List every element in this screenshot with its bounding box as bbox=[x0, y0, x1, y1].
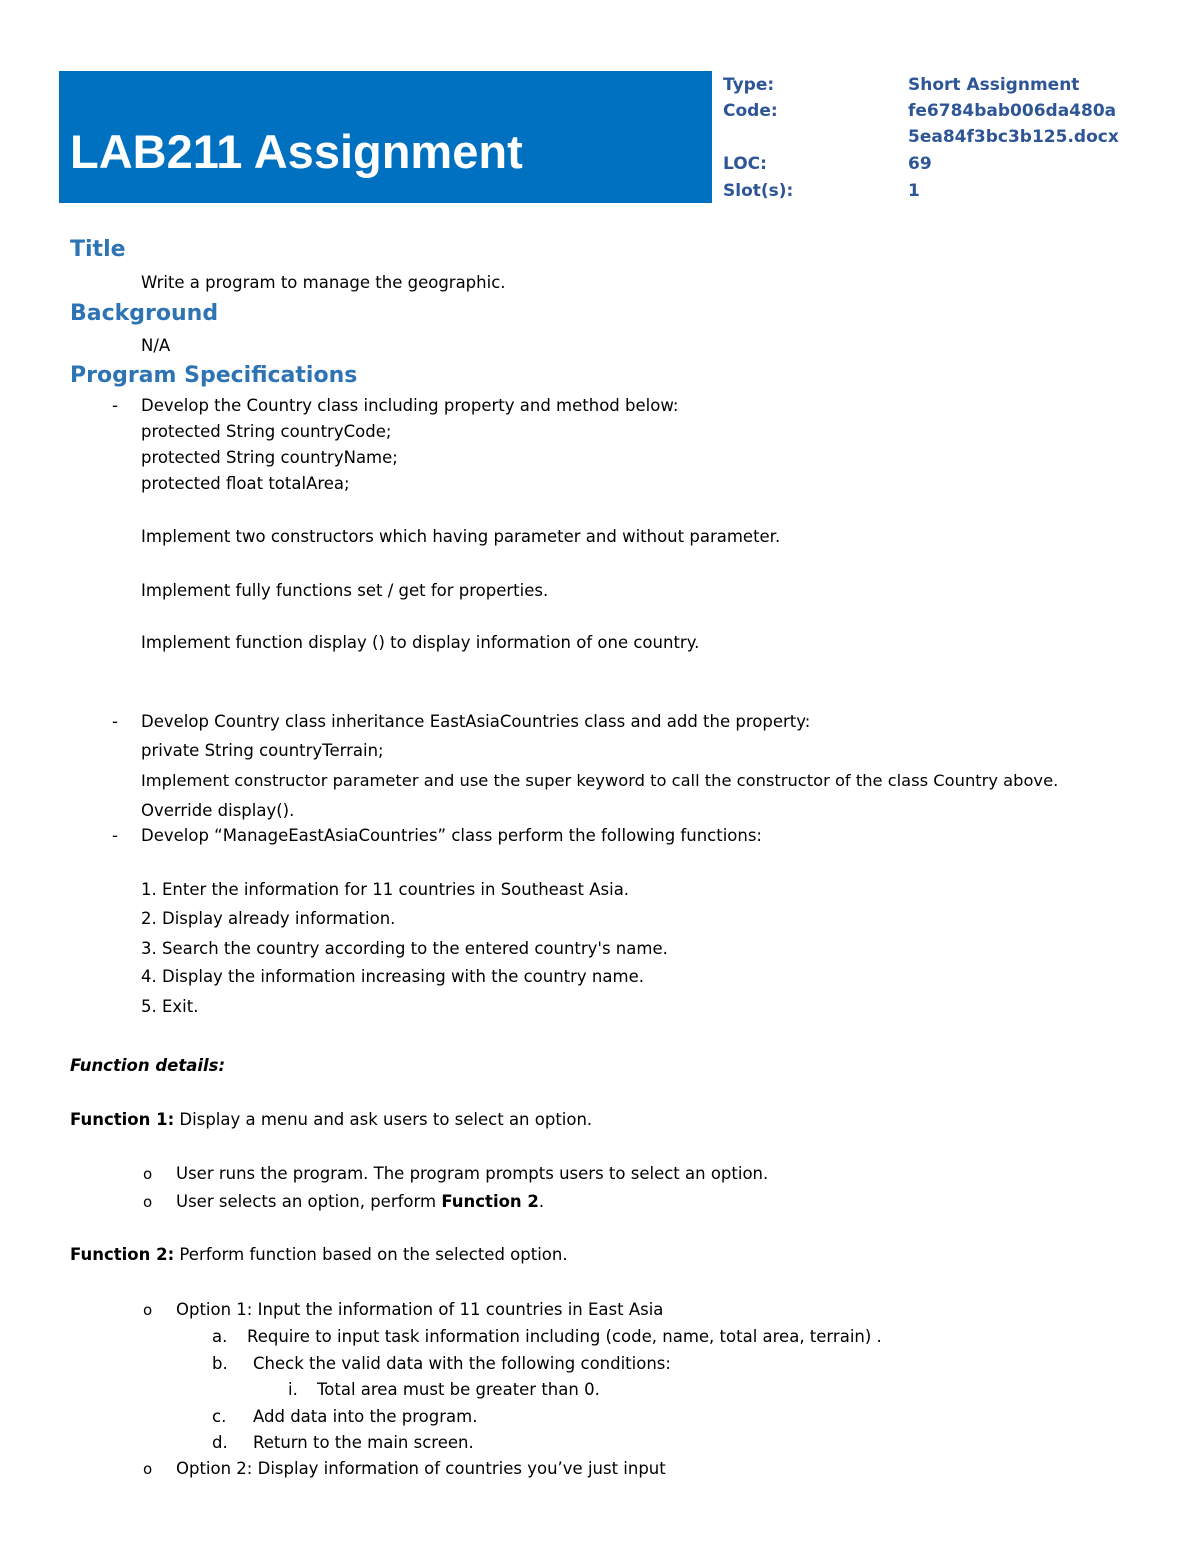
meta-type-value: Short Assignment bbox=[908, 75, 1080, 95]
background-text: N/A bbox=[141, 336, 171, 355]
spec-line: protected String countryCode; bbox=[141, 422, 392, 441]
function-2-line: Function 2: Perform function based on the selected option. bbox=[70, 1245, 568, 1264]
background-heading: Background bbox=[70, 301, 219, 326]
meta-code-value-1: fe6784bab006da480a bbox=[908, 101, 1117, 121]
function-1-bullet-1: User runs the program. The program prompts users to select an option. bbox=[176, 1164, 769, 1183]
title-text: Write a program to manage the geographic. bbox=[141, 273, 506, 292]
meta-slots-value: 1 bbox=[908, 181, 920, 201]
spec-line: Implement constructor parameter and use the super keyword to call the constructor of the class Country above. bbox=[141, 771, 1059, 790]
sub-item-d: Return to the main screen. bbox=[253, 1433, 474, 1452]
sub-marker-c: c. bbox=[212, 1407, 227, 1426]
spec-line: Implement fully functions set / get for properties. bbox=[141, 581, 549, 600]
bullet-dash: - bbox=[112, 826, 118, 845]
menu-item-1: 1. Enter the information for 11 countries in Southeast Asia. bbox=[141, 880, 630, 899]
spec-line: Override display(). bbox=[141, 801, 295, 820]
spec-line: Implement function display () to display information of one country. bbox=[141, 633, 700, 652]
spec-line: Develop Country class inheritance EastAsiaCountries class and add the property: bbox=[141, 712, 811, 731]
meta-code-label: Code: bbox=[723, 101, 778, 121]
menu-item-2: 2. Display already information. bbox=[141, 909, 396, 928]
menu-item-5: 5. Exit. bbox=[141, 997, 199, 1016]
sub-marker-d: d. bbox=[212, 1433, 228, 1452]
bullet-dash: - bbox=[112, 396, 118, 415]
spec-line: Implement two constructors which having parameter and without parameter. bbox=[141, 527, 781, 546]
meta-type-label: Type: bbox=[723, 75, 775, 95]
spec-heading: Program Specifications bbox=[70, 363, 358, 388]
sub-item-i: Total area must be greater than 0. bbox=[317, 1380, 600, 1399]
sub-marker-b: b. bbox=[212, 1354, 228, 1373]
meta-slots-label: Slot(s): bbox=[723, 181, 794, 201]
bullet-o: o bbox=[143, 1301, 153, 1319]
menu-item-4: 4. Display the information increasing with the country name. bbox=[141, 967, 644, 986]
sub-marker-i: i. bbox=[288, 1380, 298, 1399]
meta-code-value-2: 5ea84f3bc3b125.docx bbox=[908, 127, 1119, 147]
document-title: LAB211 Assignment bbox=[70, 125, 523, 178]
bullet-o: o bbox=[143, 1193, 153, 1211]
menu-item-3: 3. Search the country according to the entered country's name. bbox=[141, 939, 668, 958]
function-1-bullet-2: User selects an option, perform Function 2. bbox=[176, 1192, 545, 1211]
function-1-line: Function 1: Display a menu and ask users to select an option. bbox=[70, 1110, 593, 1129]
spec-line: protected float totalArea; bbox=[141, 474, 350, 493]
spec-line: protected String countryName; bbox=[141, 448, 398, 467]
sub-item-b: Check the valid data with the following conditions: bbox=[253, 1354, 671, 1373]
meta-loc-value: 69 bbox=[908, 154, 932, 174]
spec-line: Develop the Country class including property and method below: bbox=[141, 396, 679, 415]
bullet-o: o bbox=[143, 1165, 153, 1183]
option-1-line: Option 1: Input the information of 11 countries in East Asia bbox=[176, 1300, 664, 1319]
sub-item-a: Require to input task information including (code, name, total area, terrain) . bbox=[247, 1327, 882, 1346]
title-heading: Title bbox=[70, 237, 126, 262]
function-details-heading: Function details: bbox=[70, 1056, 226, 1075]
bullet-o: o bbox=[143, 1460, 153, 1478]
sub-item-c: Add data into the program. bbox=[253, 1407, 478, 1426]
bullet-dash: - bbox=[112, 712, 118, 731]
option-2-line: Option 2: Display information of countries you’ve just input bbox=[176, 1459, 666, 1478]
sub-marker-a: a. bbox=[212, 1327, 228, 1346]
spec-line: private String countryTerrain; bbox=[141, 741, 384, 760]
meta-loc-label: LOC: bbox=[723, 154, 767, 174]
spec-line: Develop “ManageEastAsiaCountries” class perform the following functions: bbox=[141, 826, 762, 845]
